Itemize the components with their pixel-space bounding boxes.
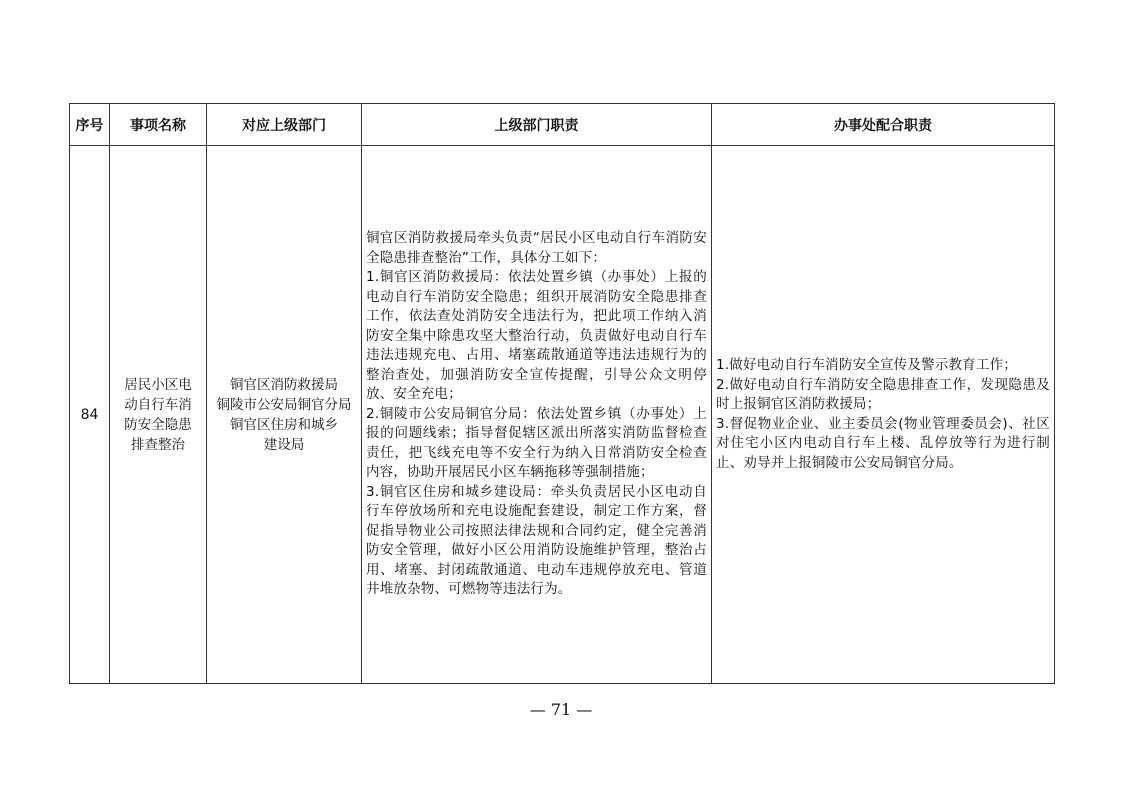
department-line: 铜官区住房和城乡 [230, 416, 338, 433]
office-duty-paragraph: 1.做好电动自行车消防安全宣传及警示教育工作； [716, 357, 1017, 373]
item-name-line: 排查整治 [131, 436, 185, 453]
duty-paragraph: 1.铜官区消防救援局：依法处置乡镇（办事处）上报的电动自行车消防安全隐患；组织开展消防安全隐患排查工作，依法查处消防安全违法行为，把此项工作纳入消防安全集中除患攻坚大整治行动，负责做好电动自行车违法违规充电、占用、堵塞疏散通道等违法违规行为的整治查处，加强消防安全宣传提醒，引导公众文明停放、安全充电； [366, 269, 707, 403]
responsibility-table [69, 103, 1055, 684]
department-line: 建设局 [263, 436, 305, 453]
cell-serial-number: 84 [70, 146, 110, 684]
item-name-line: 居民小区电 [124, 376, 192, 393]
header-superior-duties: 上级部门职责 [362, 104, 712, 146]
table-row [70, 146, 1055, 684]
duty-paragraph: 铜官区消防救援局牵头负责“居民小区电动自行车消防安全隐患排查整治”工作，具体分工如下： [366, 230, 707, 266]
cell-item-name [110, 146, 207, 684]
duty-paragraph: 3.铜官区住房和城乡建设局：牵头负责居民小区电动自行车停放场所和充电设施配套建设，制定工作方案，督促指导物业公司按照法律法规和合同约定，健全完善消防安全管理，做好小区公用消防设施维护管理，整治占用、堵塞、封闭疏散通道、电动车违规停放充电、管道井堆放杂物、可燃物等违法行为。 [366, 483, 707, 598]
department-line: 铜官区消防救援局 [230, 376, 338, 393]
cell-superior-duties [362, 146, 712, 684]
header-superior-department: 对应上级部门 [207, 104, 362, 146]
cell-office-duties [712, 146, 1055, 684]
header-item-name: 事项名称 [110, 104, 207, 146]
header-office-duties: 办事处配合职责 [712, 104, 1055, 146]
table-header-row [70, 104, 1055, 146]
duty-paragraph: 2.铜陵市公安局铜官分局：依法处置乡镇（办事处）上报的问题线索；指导督促辖区派出所落实消防监督检查责任，把飞线充电等不安全行为纳入日常消防安全检查内容，协助开展居民小区车辆拖移等强制措施； [366, 405, 707, 481]
page-number: — 71 — [529, 700, 593, 719]
item-name-line: 防安全隐患 [124, 416, 192, 433]
office-duty-paragraph: 3.督促物业企业、业主委员会(物业管理委员会)、社区对住宅小区内电动自行车上楼、乱停放等行为进行制止、劝导并上报铜陵市公安局铜官分局。 [716, 415, 1050, 471]
office-duty-paragraph: 2.做好电动自行车消防安全隐患排查工作，发现隐患及时上报铜官区消防救援局； [716, 376, 1050, 412]
header-serial-number: 序号 [70, 104, 110, 146]
department-line: 铜陵市公安局铜官分局 [216, 396, 352, 413]
cell-superior-department [207, 146, 362, 684]
item-name-line: 动自行车消 [124, 396, 192, 413]
